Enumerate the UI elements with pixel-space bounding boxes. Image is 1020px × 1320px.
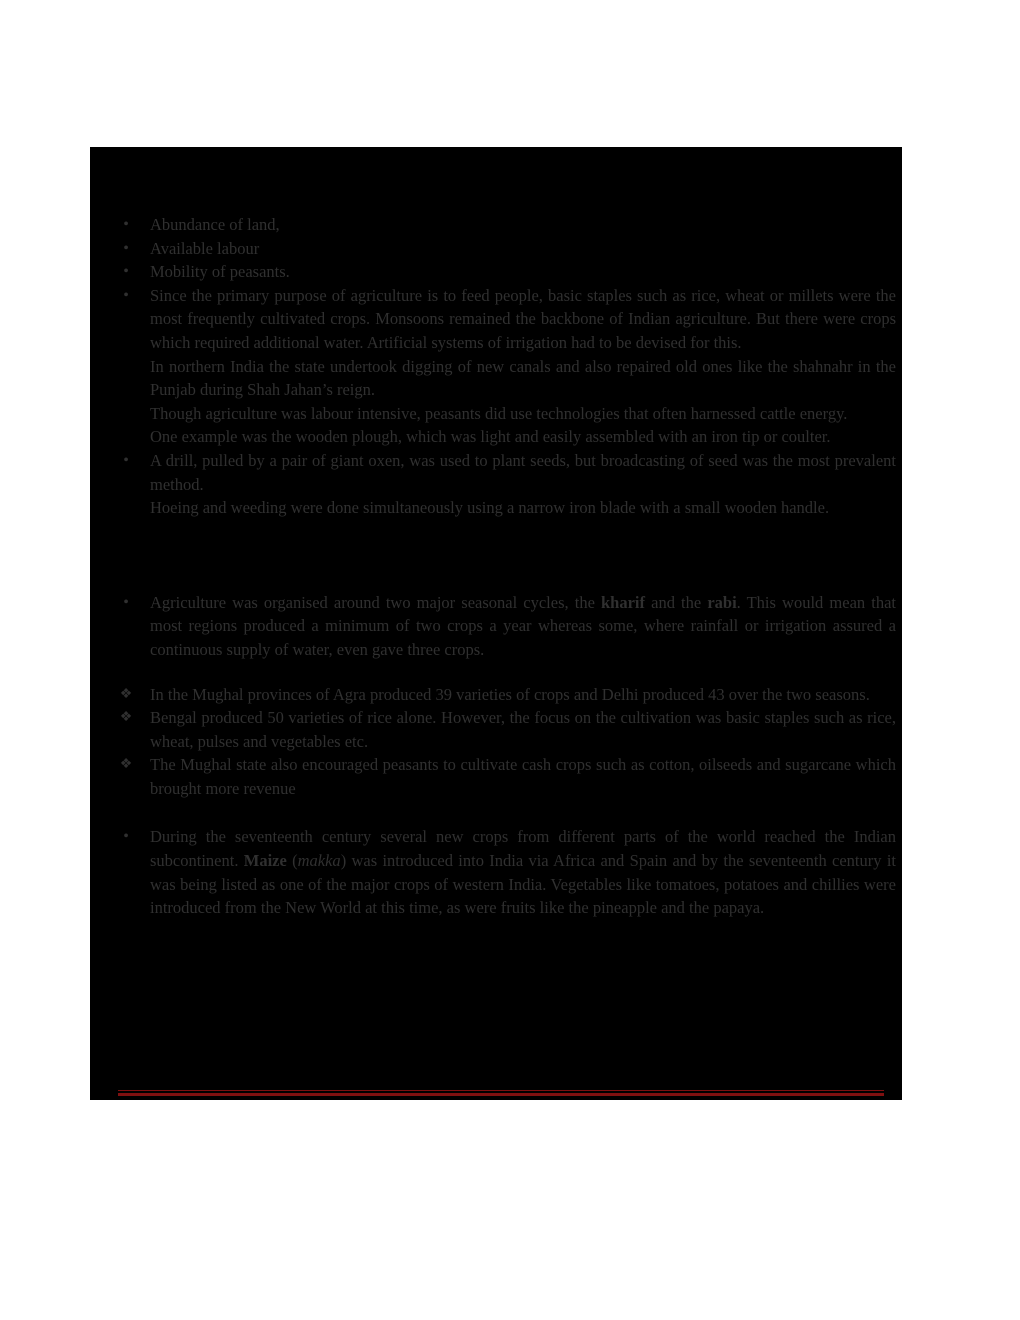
text-blocks (90, 213, 902, 920)
text-segment: In the Mughal provinces of Agra produced 39 varieties of crops and Delhi produced 43 over the two seasons. (150, 684, 870, 704)
text-segment: . This would mean that most regions produced a minimum of two crops a year whereas some, where rainfall or irrigation assured a continuous supply of water, even gave three crops. (150, 592, 896, 659)
disc-bullet-icon: • (123, 286, 129, 304)
disc-bullet-icon: • (123, 263, 129, 281)
content-box (90, 147, 902, 1100)
paragraph (90, 355, 902, 402)
text-segment: One example was the wooden plough, which was light and easily assembled with an iron tip or coulter. (150, 427, 831, 447)
text-segment: kharif (601, 592, 646, 612)
paragraph (90, 425, 902, 449)
text-segment: rabi (707, 592, 737, 612)
bullet-item (90, 683, 902, 707)
text-segment: Though agriculture was labour intensive, peasants did use technologies that often harnessed cattle energy. (150, 403, 848, 423)
text-segment: A drill, pulled by a pair of giant oxen, was used to plant seeds, but broadcasting of seed was the most prevalent method. (150, 450, 896, 494)
text-segment: In northern India the state undertook digging of new canals and also repaired old ones like the shahnahr in the Punjab during Shah Jahan’s reign. (150, 356, 896, 400)
text-segment: The Mughal state also encouraged peasants to cultivate cash crops such as cotton, oilseeds and sugarcane which brought more revenue (150, 755, 896, 798)
text-segment: makka (297, 851, 341, 871)
bullet-item (90, 753, 902, 800)
text-segment: Mobility of peasants. (150, 262, 290, 282)
diamond-bullet-icon: ❖ (119, 757, 133, 773)
text-segment: ) was introduced into India via Africa and Spain and by the seventeenth century it was being listed as one of the major crops of western India. Vegetables like tomatoes, potatoes and chillies were introduced from the New World at this time, as were fruits like the pineapple and the papaya. (150, 851, 896, 918)
bullet-item (90, 237, 902, 261)
bullet-item (90, 825, 902, 919)
bullet-item (90, 591, 902, 662)
bullet-item (90, 706, 902, 753)
text-segment: ( (286, 851, 298, 871)
text-segment: During the seventeenth century several new crops from different parts of the world reached the Indian subcontinent. (150, 827, 896, 871)
bullet-item (90, 260, 902, 284)
diamond-bullet-icon: ❖ (119, 710, 133, 726)
text-segment: Agriculture was organised around two major seasonal cycles, the (150, 592, 601, 612)
bullet-item (90, 213, 902, 237)
paragraph (90, 402, 902, 426)
diamond-bullet-icon: ❖ (119, 686, 133, 702)
bullet-item (90, 449, 902, 496)
text-segment: and the (645, 592, 708, 612)
text-segment: Since the primary purpose of agriculture is to feed people, basic staples such as rice, wheat or millets were the most frequently cultivated crops. Monsoons remained the backbone of Indian agriculture. But there were crops which required additional water. Artificial systems of irrigation had to be devised for this. (150, 285, 896, 352)
text-segment: Available labour (150, 238, 260, 258)
text-segment: Maize (243, 851, 287, 871)
text-segment: Bengal produced 50 varieties of rice alone. However, the focus on the cultivation was basic staples such as rice, wheat, pulses and vegetables etc. (150, 708, 896, 751)
disc-bullet-icon: • (123, 451, 129, 469)
disc-bullet-icon: • (123, 828, 129, 846)
text-segment: Abundance of land, (150, 215, 280, 234)
bullet-item (90, 284, 902, 355)
disc-bullet-icon: • (123, 216, 129, 233)
disc-bullet-icon: • (123, 239, 129, 257)
text-segment: Hoeing and weeding were done simultaneously using a narrow iron blade with a small wooden handle. (150, 498, 830, 518)
paragraph (90, 496, 902, 520)
disc-bullet-icon: • (123, 593, 129, 611)
double-rule (118, 1090, 884, 1096)
